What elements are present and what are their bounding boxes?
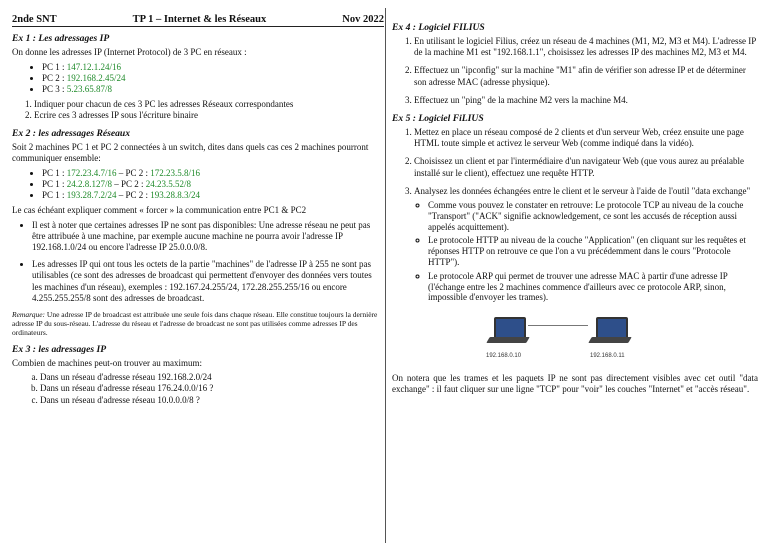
ex2-title: Ex 2 : les adressages Réseaux — [12, 127, 131, 139]
header-class: 2nde SNT — [12, 14, 57, 25]
list-item: • PC 1 : 193.28.7.2/24 – PC 2 : 193.28.8.3/24 — [42, 190, 384, 201]
list-item: • PC 1 : 172.23.4.7/16 – PC 2 : 172.23.5.8/16 — [42, 168, 384, 179]
page-header — [12, 14, 384, 27]
ex5-sub-list — [414, 200, 758, 303]
list-item: ◦ Le protocole ARP qui permet de trouver une adresse MAC à partir d'une adresse IP (l'échange entre les 2 machines commence d'ailleurs avec ce protocole ARP, sinon, impossible d'envoyer les trames). — [428, 271, 758, 303]
list-item: a. Dans un réseau d'adresse réseau 192.168.2.0/24 — [40, 372, 384, 383]
ip-label: 192.168.0.11 — [590, 353, 625, 360]
ex2-notes — [12, 220, 384, 304]
list-item: 1. Mettez en place un réseau composé de 2 clients et d'un serveur Web, créez ensuite une page HTML toute simple et activez le serveur Web (comme indiqué dans la vidéo). — [414, 127, 758, 149]
header-title: TP 1 – Internet & les Réseaux — [132, 14, 267, 25]
ex1-intro: On donne les adresses IP (Internet Protocol) de 3 PC en réseaux : — [12, 47, 247, 57]
ip-address: 5.23.65.87/8 — [66, 83, 113, 94]
ex5-title: Ex 5 : Logiciel FiLIUS — [392, 113, 484, 125]
list-item: ◦ Comme vous pouvez le constater en retrouve: Le protocole TCP au niveau de la couche "Transport" ("ACK" signifie acknowledgement, ce sont les accusés de réception aussi appelés acquittement). — [428, 200, 758, 232]
list-item: • Il est à noter que certaines adresses IP ne sont pas disponibles: Une adresse réseau ne peut pas être attribuée à une machine, par exemple aucune machine ne pourra avoir l'adresse IP 192.168.1.0/24 ou encore l'adresse IP 25.0.0.0/8. — [32, 220, 384, 254]
left-column — [12, 14, 384, 543]
column-divider — [385, 8, 386, 543]
ex2-remark: Remarque: Une adresse IP de broadcast est attribuée une seule fois dans chaque réseau. Elle constitue toujours la dernière adresse IP du sous-réseau. L'adresse du réseau et l'adresse de broadcast ne sont pas utilisées comme adresses IP des ordinateurs. — [12, 310, 378, 338]
ex3-items — [12, 372, 384, 406]
list-item: c. Dans un réseau d'adresse réseau 10.0.0.0/8 ? — [40, 395, 384, 406]
laptop-icon — [590, 317, 630, 347]
list-item: 2. Choisissez un client et par l'intermédiaire d'un navigateur Web (que vous aurez au préalable installé sur le client), effectuez une requête HTTP. — [414, 156, 758, 178]
ex3-intro: Combien de machines peut-on trouver au maximum: — [12, 357, 202, 368]
list-item: 3. Analysez les données échangées entre le client et le serveur à l'aide de l'outil "data exchange" ◦ Comme vous pouvez le constater en retrouve: Le protocole TCP au niveau de la couche "Transport" ("ACK" signifie acknowledgement, ce sont les accusés de réception aussi appelés acquittement). ◦ Le protocole HTTP au niveau de la couche "Application" (en cliquant sur les requêtes et réponses HTTP on retrouve ce que l'on a vu précédemment dans le cours "Protocole HTTP"). ◦ Le protocole ARP qui permet de trouver une adresse MAC à partir d'une adresse IP (l'échange entre les 2 machines commence d'ailleurs avec ce protocole ARP, sinon, impossible d'envoyer les trames). 192.168.0.10 192.168.0.11 — [414, 186, 758, 363]
list-item: • PC 2 : 192.168.2.45/24 — [42, 73, 384, 84]
list-item: • PC 3 : 5.23.65.87/8 — [42, 84, 384, 95]
ex5-items — [392, 127, 758, 363]
ip-address: 147.12.1.24/16 — [66, 61, 122, 72]
ex4-title: Ex 4 : Logiciel FILIUS — [392, 22, 485, 33]
list-item: 3. Effectuez un "ping" de la machine M2 vers la machine M4. — [414, 95, 758, 106]
ex1-title: Ex 1 : Les adressages IP — [12, 33, 110, 44]
ex4-items — [392, 36, 758, 106]
list-item: ◦ Le protocole HTTP au niveau de la couche "Application" (en cliquant sur les requêtes et réponses HTTP on retrouve ce que l'on a vu précédemment dans le cours "Protocole HTTP"). — [428, 235, 758, 267]
ex5-conclusion: On notera que les trames et les paquets IP ne sont pas directement visibles avec cet outil "data exchange" : il faut cliquer sur une ligne "TCP" pour "voir" les couches "Internet" et "accès réseau". — [392, 373, 758, 395]
list-item: 2. Ecrire ces 3 adresses IP sous l'écriture binaire — [34, 110, 384, 121]
list-item: 1. En utilisant le logiciel Filius, créez un réseau de 4 machines (M1, M2, M3 et M4). L'adresse IP de la machine M1 est "192.168.1.1", choisissez les adresses IP des machines M2, M3 et M4. — [414, 36, 758, 58]
header-date: Nov 2022 — [342, 14, 384, 25]
ex2-cas: Le cas échéant expliquer comment « forcer » la communication entre PC1 & PC2 — [12, 205, 307, 216]
ip-address: 192.168.2.45/24 — [66, 72, 126, 83]
ex2-pairs — [12, 168, 384, 202]
list-item: 1. Indiquer pour chacun de ces 3 PC les adresses Réseaux correspondantes — [34, 99, 384, 110]
ex2-intro: Soit 2 machines PC 1 et PC 2 connectées à un switch, dites dans quels cas ces 2 machines pourront communiquer ensemble: — [12, 141, 369, 164]
list-item: • Les adresses IP qui ont tous les octets de la partie "machines" de l'adresse IP à 255 ne sont pas utilisables (ce sont des adresses de broadcast qui permettent d'envoyer des données vers toutes les machines d'un réseau), exemples : 192.167.24.255/24, 172.28.255.255/16 ou encore 4.255.255.255/8 sont des adresses de broadcast. — [32, 259, 384, 304]
ex1-pc-list — [12, 62, 384, 96]
network-link — [528, 325, 588, 326]
ex3-title: Ex 3 : les adressages IP — [12, 343, 107, 355]
list-item: 2. Effectuez un "ipconfig" sur la machine "M1" afin de vérifier son adresse IP et de déterminer son adresse MAC (adresse physique). — [414, 65, 758, 87]
laptop-icon — [488, 317, 528, 347]
list-item: • PC 1 : 147.12.1.24/16 — [42, 62, 384, 73]
ex1-questions — [12, 99, 384, 121]
ip-label: 192.168.0.10 — [486, 353, 522, 360]
network-figure — [414, 311, 758, 363]
list-item: b. Dans un réseau d'adresse réseau 176.24.0.0/16 ? — [40, 383, 384, 394]
right-column — [392, 22, 758, 543]
list-item: • PC 1 : 24.2.8.127/8 – PC 2 : 24.23.5.52/8 — [42, 179, 384, 190]
